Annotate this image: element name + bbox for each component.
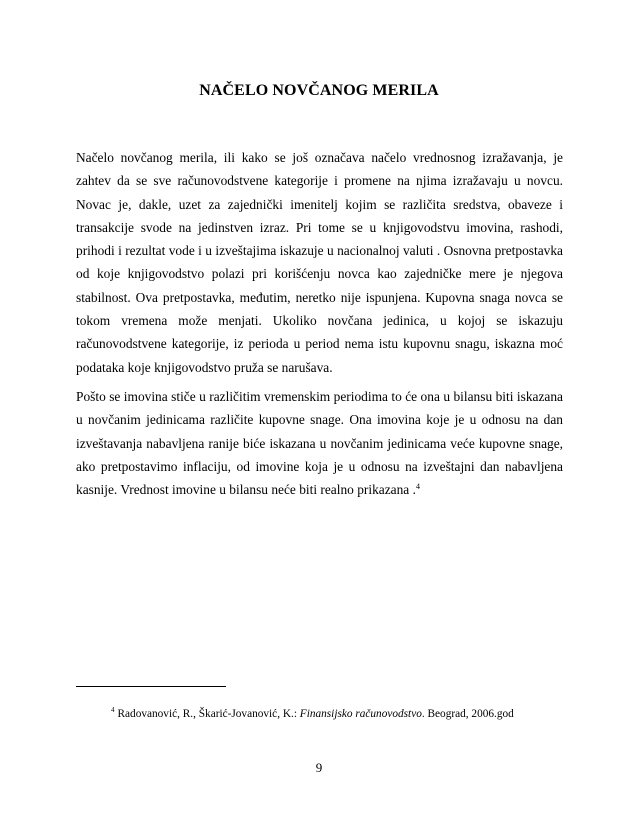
footnote: [111, 708, 514, 720]
footnote-work-title: Finansijsko računovodstvo: [299, 708, 422, 720]
footnote-separator: [76, 686, 226, 687]
footnote-reference[interactable]: 4: [415, 482, 420, 492]
page-number: 9: [315, 760, 323, 775]
paragraph-2-text: Pošto se imovina stiče u različitim vremenskim periodima to će ona u bilansu biti iskazana u novčanim jedinicama različite kupovne snage. Ona imovina koje je u odnosu na dan izveštavanja nabavljena ranije biće iskazana u novčanim jedinicama veće kupovne snage, ako pretpostavimo inflaciju, od imovine koja je u odnosu na izveštajni dan nabavljena kasnije. Vrednost imovine u bilansu neće biti realno prikazana .: [76, 388, 563, 498]
paragraph-1: [76, 146, 563, 379]
footnote-authors: Radovanović, R., Škarić-Jovanović, K.:: [117, 708, 300, 720]
body-text: [76, 146, 563, 501]
footnote-publication: . Beograd, 2006.god: [421, 708, 514, 720]
page-title: NAČELO NOVČANOG MERILA: [199, 82, 439, 99]
paragraph-1-text: Načelo novčanog merila, ili kako se još označava načelo vrednosnog izražavanja, je zahtev da se sve računovodstvene kategorije i promene na njima izražavaju u novcu. Novac je, dakle, uzet za zajednički imenitelj kojim se različita sredstva, obaveze i transakcije svode na jedinstven izraz. Pri tome se u knjigovodstvu imovina, rashodi, prihodi i rezultat vode i u izveštajima iskazuje u nacionalnoj valuti . Osnovna pretpostavka od koje knjigovodstvo polazi pri korišćenju novca kao zajedničke mere je njegova stabilnost. Ova pretpostavka, međutim, neretko nije ispunjena. Kupovna snaga novca se tokom vremena može menjati. Ukoliko novčana jedinica, u kojoj se iskazuju računovodstvene kategorije, iz perioda u period nema istu kupovnu snagu, iskazna moć podataka koje knjigovodstvo pruža se narušava.: [76, 150, 563, 375]
footnote-marker: 4: [111, 706, 115, 714]
paragraph-2: [76, 385, 563, 501]
